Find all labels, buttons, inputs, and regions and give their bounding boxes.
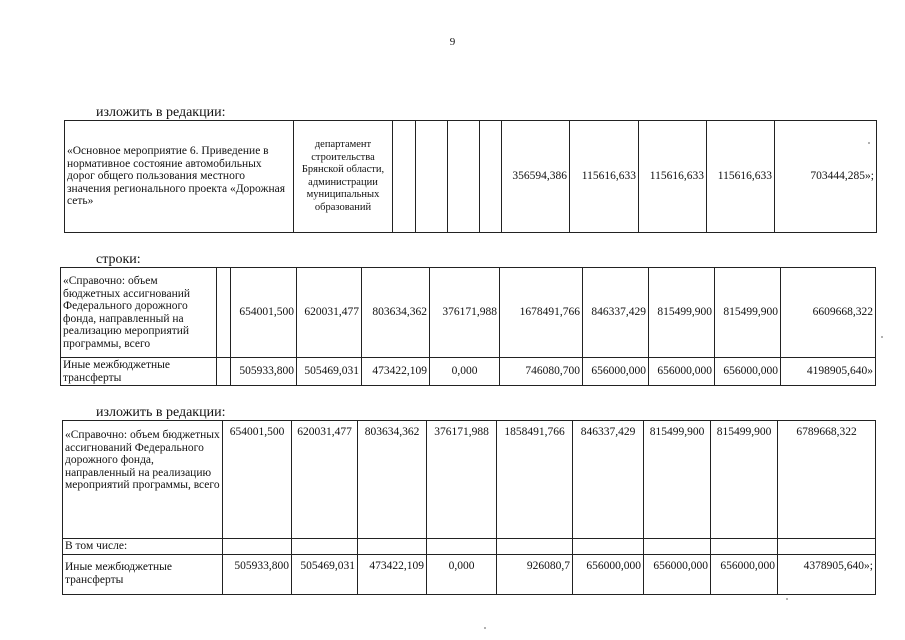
- value-cell: 656000,000: [711, 555, 778, 595]
- empty-cell: [480, 121, 502, 233]
- section1-heading: изложить в редакции:: [96, 105, 226, 120]
- empty-cell: [644, 539, 711, 555]
- value-cell: 0,000: [427, 555, 497, 595]
- value-cell: 803634,362: [362, 268, 430, 358]
- value-cell: 815499,900: [715, 268, 781, 358]
- empty-cell: [448, 121, 480, 233]
- value-cell: 803634,362: [358, 421, 427, 539]
- value-cell: 815499,900: [644, 421, 711, 539]
- table-row: [61, 358, 876, 386]
- total-cell: 703444,285»;: [775, 121, 877, 233]
- value-cell: 656000,000: [715, 358, 781, 386]
- value-cell: 746080,700: [500, 358, 583, 386]
- empty-cell: [427, 539, 497, 555]
- scan-speck: [868, 142, 870, 144]
- empty-cell: [416, 121, 448, 233]
- scan-speck: [484, 627, 486, 629]
- section2-heading: строки:: [96, 252, 141, 267]
- value-cell: 376171,988: [430, 268, 500, 358]
- value-cell: 376171,988: [427, 421, 497, 539]
- executor-cell: департамент строительства Брянской области, администрации муниципальных образований: [294, 121, 393, 233]
- table-row: [63, 421, 876, 539]
- value-cell: 620031,477: [297, 268, 362, 358]
- value-cell: 0,000: [430, 358, 500, 386]
- table-row: [65, 121, 877, 233]
- value-cell: 505469,031: [297, 358, 362, 386]
- page-number: 9: [449, 36, 456, 48]
- value-cell: 356594,386: [502, 121, 570, 233]
- value-cell: 505469,031: [292, 555, 358, 595]
- empty-cell: [497, 539, 573, 555]
- measure-name-cell: «Основное мероприятие 6. Приведение в нормативное состояние автомобильных дорог общего пользования местного значения регионального проекта «Дорожная сеть»: [65, 121, 294, 233]
- section1-table: [64, 120, 877, 233]
- value-cell: 815499,900: [649, 268, 715, 358]
- value-cell: 656000,000: [649, 358, 715, 386]
- value-cell: 473422,109: [358, 555, 427, 595]
- empty-cell: [217, 268, 231, 358]
- value-cell: 656000,000: [644, 555, 711, 595]
- value-cell: 656000,000: [573, 555, 644, 595]
- row-label-cell: «Справочно: объем бюджетных ассигнований Федерального дорожного фонда, направленный на реализацию мероприятий программы, всего: [61, 268, 217, 358]
- total-cell: 4198905,640»: [781, 358, 876, 386]
- table-row: [63, 539, 876, 555]
- empty-cell: [223, 539, 292, 555]
- value-cell: 846337,429: [583, 268, 649, 358]
- value-cell: 505933,800: [231, 358, 297, 386]
- value-cell: 505933,800: [223, 555, 292, 595]
- value-cell: 846337,429: [573, 421, 644, 539]
- total-cell: 6609668,322: [781, 268, 876, 358]
- empty-cell: [711, 539, 778, 555]
- row-label-cell: Иные межбюджетные трансферты: [63, 555, 223, 595]
- value-cell: 654001,500: [231, 268, 297, 358]
- value-cell: 926080,7: [497, 555, 573, 595]
- scan-speck: [881, 336, 883, 338]
- subheading-cell: В том числе:: [63, 539, 223, 555]
- total-cell: 4378905,640»;: [778, 555, 876, 595]
- value-cell: 654001,500: [223, 421, 292, 539]
- value-cell: 1678491,766: [500, 268, 583, 358]
- value-cell: 115616,633: [639, 121, 707, 233]
- section2-table: [60, 267, 876, 386]
- value-cell: 115616,633: [570, 121, 639, 233]
- empty-cell: [217, 358, 231, 386]
- total-cell: 6789668,322: [778, 421, 876, 539]
- section3-heading: изложить в редакции:: [96, 405, 226, 420]
- value-cell: 656000,000: [583, 358, 649, 386]
- value-cell: 620031,477: [292, 421, 358, 539]
- empty-cell: [573, 539, 644, 555]
- value-cell: 473422,109: [362, 358, 430, 386]
- section3-table: [62, 420, 876, 595]
- empty-cell: [393, 121, 416, 233]
- row-label-cell: «Справочно: объем бюджетных ассигнований Федерального дорожного фонда, направленный на реализацию мероприятий программы, всего: [63, 421, 223, 539]
- value-cell: 815499,900: [711, 421, 778, 539]
- empty-cell: [292, 539, 358, 555]
- row-label-cell: Иные межбюджетные трансферты: [61, 358, 217, 386]
- table-row: [61, 268, 876, 358]
- empty-cell: [778, 539, 876, 555]
- value-cell: 115616,633: [707, 121, 775, 233]
- value-cell: 1858491,766: [497, 421, 573, 539]
- table-row: [63, 555, 876, 595]
- scan-speck: [786, 598, 788, 600]
- empty-cell: [358, 539, 427, 555]
